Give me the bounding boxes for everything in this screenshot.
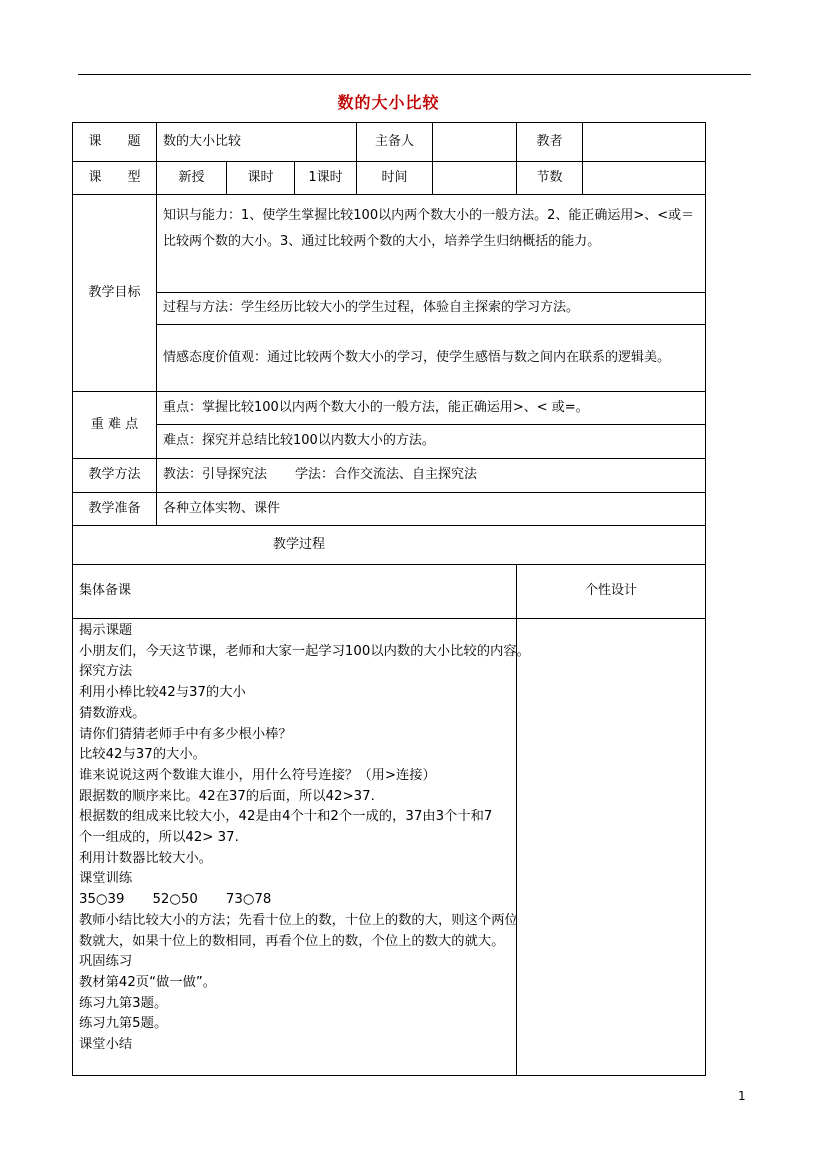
methods-label: 教学方法: [73, 459, 157, 493]
process-line: 比较42与37的大小。: [79, 747, 206, 763]
process-content: [73, 619, 530, 1076]
row-goal-attitude: [73, 325, 706, 392]
process-line: 练习九第5题。: [79, 1016, 168, 1032]
topic-label: 课 题: [73, 123, 157, 162]
hours-label: 课时: [227, 162, 295, 195]
section-label: 节数: [517, 162, 583, 195]
preparation-label: 教学准备: [73, 493, 157, 526]
hours-value: 1课时: [295, 162, 357, 195]
row-topic: [73, 123, 706, 162]
type-label: 课 型: [73, 162, 157, 195]
page-title: 数的大小比较: [337, 93, 440, 112]
process-line: 教师小结比较大小的方法；先看十位上的数，十位上的数的大，则这个两位: [79, 912, 518, 928]
process-line: 课堂训练: [79, 871, 133, 887]
process-line: 利用小棒比较42与37的大小: [79, 685, 246, 701]
process-line: 教材第42页“做一做”。: [79, 974, 217, 990]
row-process-header: [73, 526, 706, 565]
process-line: 探究方法: [79, 664, 133, 680]
row-difficult-point: [73, 425, 706, 459]
process-line: 谁来说说这两个数谁大谁小，用什么符号连接？（用>连接）: [79, 767, 436, 783]
exercise-item: 73○78: [225, 892, 272, 908]
goal-knowledge: 知识与能力：1、使学生掌握比较100以内两个数大小的一般方法。2、能正确运用>、<或＝比较两个数的大小。3、通过比较两个数的大小，培养学生归纳概括的能力。: [157, 195, 706, 293]
process-line: 揭示课题: [79, 623, 133, 638]
row-goal-process: [73, 293, 706, 325]
process-line: 练习九第3题。: [79, 995, 168, 1011]
process-line: 猜数游戏。: [79, 705, 146, 721]
row-process-content: [73, 619, 706, 1076]
row-process-columns: [73, 565, 706, 619]
preparer-value: [433, 123, 517, 162]
process-header: 教学过程: [73, 526, 706, 565]
preparation-value: 各种立体实物、课件: [157, 493, 706, 526]
time-value: [433, 162, 517, 195]
exercise-item: 52○50: [152, 892, 198, 908]
process-line: 巩固练习: [79, 954, 133, 970]
process-line: 数就大，如果十位上的数相同，再看个位上的数，个位上的数大的就大。: [79, 933, 505, 949]
key-points-label: 重 难 点: [73, 392, 157, 459]
row-methods: [73, 459, 706, 493]
process-line: 课堂小结: [79, 1037, 133, 1053]
teacher-label: 教者: [517, 123, 583, 162]
process-line: 跟据数的顺序来比。42在37的后面，所以42>37.: [79, 788, 375, 804]
learn-method: 学法：合作交流法、自主探究法: [295, 467, 478, 483]
teacher-value: [583, 123, 706, 162]
exercise-line: [79, 890, 510, 911]
process-line: 个一组成的，所以42> 37.: [79, 830, 239, 846]
section-value: [583, 162, 706, 195]
preparer-label: 主备人: [357, 123, 433, 162]
row-key-point: [73, 392, 706, 425]
process-line: 请你们猜猜老师手中有多少根小棒？: [79, 726, 292, 742]
lesson-plan-table: [72, 122, 706, 1076]
methods-value: [157, 459, 706, 493]
goal-process: 过程与方法：学生经历比较大小的学生过程，体验自主探索的学习方法。: [157, 293, 706, 325]
type-value: 新授: [157, 162, 227, 195]
row-type: [73, 162, 706, 195]
header-rule: [78, 74, 751, 75]
process-line: 小朋友们，今天这节课，老师和大家一起学习100以内数的大小比较的内容。: [79, 643, 530, 659]
difficult-point: 难点：探究并总结比较100以内数大小的方法。: [157, 425, 706, 459]
row-preparation: [73, 493, 706, 526]
topic-value: 数的大小比较: [157, 123, 357, 162]
exercise-item: 35○39: [79, 892, 125, 908]
collective-label: 集体备课: [73, 565, 517, 619]
personal-label: 个性设计: [517, 565, 706, 619]
row-goal-knowledge: [73, 195, 706, 293]
process-line: 利用计数器比较大小。: [79, 850, 212, 866]
page-number: 1: [738, 1089, 746, 1103]
teach-method: 教法：引导探究法: [163, 467, 268, 483]
goal-attitude: 情感态度价值观：通过比较两个数大小的学习，使学生感悟与数之间内在联系的逻辑美。: [157, 325, 706, 392]
time-label: 时间: [357, 162, 433, 195]
personal-design-content: [517, 619, 706, 1076]
goals-label: 教学目标: [73, 195, 157, 392]
key-point: 重点：掌握比较100以内两个数大小的一般方法，能正确运用>、< 或=。: [157, 392, 706, 425]
process-line: 根据数的组成来比较大小，42是由4个十和2个一成的，37由3个十和7: [79, 809, 493, 825]
